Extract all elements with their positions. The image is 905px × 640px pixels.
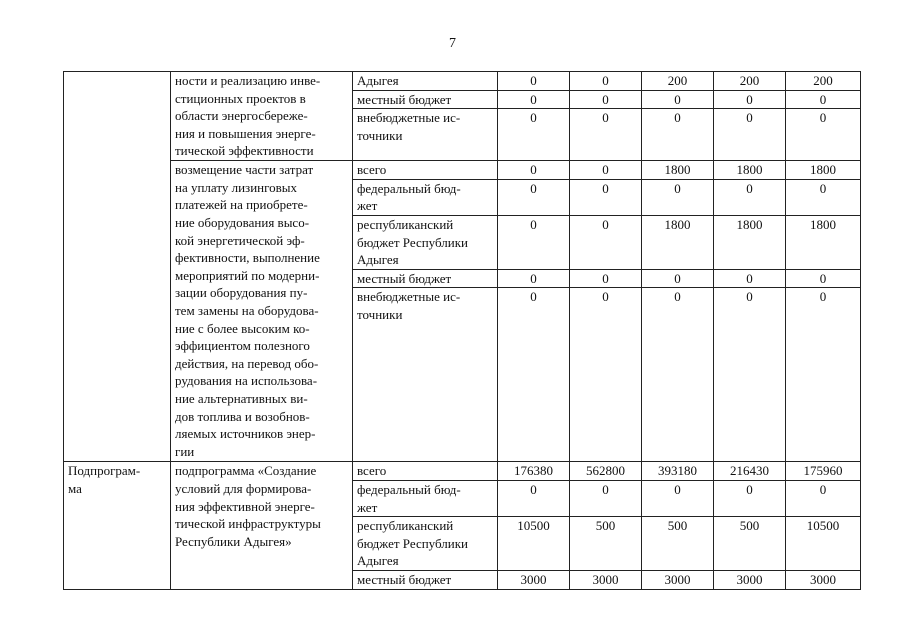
value-cell: 200	[714, 72, 786, 91]
source-cell: федеральный бюд- жет	[353, 480, 498, 516]
value-cell: 0	[570, 269, 642, 288]
value-cell: 0	[570, 179, 642, 215]
value-cell: 0	[642, 179, 714, 215]
table-row	[64, 161, 861, 180]
value-cell: 0	[786, 109, 861, 161]
measure-cell: возмещение части затрат на уплату лизинговых платежей на приобрете- ние оборудования высо- кой энергетической эф- фективности, выполнение мероприятий по модерни- зации оборудования пу- тем замены на оборудова- ние с более высоким ко- эффициентом полезного действия, на перевод обо- рудования на использова- ние альтернативных ви- дов топлива и возобнов- ляемых источников энер- гии	[171, 161, 353, 462]
value-cell: 0	[642, 90, 714, 109]
value-cell: 0	[786, 269, 861, 288]
value-cell: 0	[642, 288, 714, 462]
source-cell: местный бюджет	[353, 269, 498, 288]
value-cell: 0	[498, 72, 570, 91]
value-cell: 0	[498, 480, 570, 516]
source-cell: местный бюджет	[353, 570, 498, 589]
value-cell: 0	[786, 480, 861, 516]
source-cell: республиканский бюджет Республики Адыгея	[353, 215, 498, 269]
value-cell: 3000	[786, 570, 861, 589]
value-cell: 200	[642, 72, 714, 91]
value-cell: 3000	[498, 570, 570, 589]
value-cell: 500	[714, 517, 786, 571]
value-cell: 0	[570, 480, 642, 516]
budget-table	[63, 71, 861, 590]
value-cell: 0	[498, 269, 570, 288]
value-cell: 1800	[642, 215, 714, 269]
value-cell: 176380	[498, 462, 570, 481]
value-cell: 175960	[786, 462, 861, 481]
value-cell: 1800	[642, 161, 714, 180]
value-cell: 0	[498, 90, 570, 109]
source-cell: всего	[353, 462, 498, 481]
value-cell: 0	[642, 109, 714, 161]
value-cell: 200	[786, 72, 861, 91]
value-cell: 216430	[714, 462, 786, 481]
value-cell: 0	[570, 109, 642, 161]
value-cell: 562800	[570, 462, 642, 481]
value-cell: 1800	[714, 215, 786, 269]
value-cell: 0	[714, 288, 786, 462]
value-cell: 500	[570, 517, 642, 571]
measure-cell: подпрограмма «Создание условий для формирова- ния эффективной энерге- тической инфраструктуры Республики Адыгея»	[171, 462, 353, 589]
value-cell: 0	[642, 480, 714, 516]
source-cell: всего	[353, 161, 498, 180]
table-row	[64, 462, 861, 481]
status-cell: Подпрограм- ма	[64, 462, 171, 589]
source-cell: федеральный бюд- жет	[353, 179, 498, 215]
value-cell: 0	[570, 72, 642, 91]
value-cell: 0	[498, 215, 570, 269]
value-cell: 0	[570, 161, 642, 180]
status-cell-empty	[64, 72, 171, 462]
value-cell: 0	[570, 288, 642, 462]
value-cell: 500	[642, 517, 714, 571]
value-cell: 10500	[786, 517, 861, 571]
value-cell: 0	[714, 269, 786, 288]
value-cell: 0	[786, 90, 861, 109]
table-row	[64, 72, 861, 91]
value-cell: 0	[498, 161, 570, 180]
value-cell: 0	[714, 90, 786, 109]
value-cell: 3000	[642, 570, 714, 589]
value-cell: 10500	[498, 517, 570, 571]
value-cell: 3000	[570, 570, 642, 589]
value-cell: 3000	[714, 570, 786, 589]
value-cell: 393180	[642, 462, 714, 481]
measure-cell: ности и реализацию инве- стиционных проектов в области энергосбереже- ния и повышения энерге- тической эффективности	[171, 72, 353, 161]
value-cell: 0	[786, 179, 861, 215]
source-cell: местный бюджет	[353, 90, 498, 109]
value-cell: 1800	[714, 161, 786, 180]
value-cell: 0	[570, 215, 642, 269]
value-cell: 0	[714, 480, 786, 516]
value-cell: 1800	[786, 215, 861, 269]
value-cell: 0	[642, 269, 714, 288]
value-cell: 0	[498, 109, 570, 161]
source-cell: республиканский бюджет Республики Адыгея	[353, 517, 498, 571]
value-cell: 1800	[786, 161, 861, 180]
source-cell: внебюджетные ис- точники	[353, 288, 498, 462]
budget-table-sheet	[63, 71, 860, 587]
value-cell: 0	[498, 288, 570, 462]
value-cell: 0	[714, 109, 786, 161]
value-cell: 0	[570, 90, 642, 109]
value-cell: 0	[714, 179, 786, 215]
page-number: 7	[449, 36, 456, 51]
source-cell: внебюджетные ис- точники	[353, 109, 498, 161]
value-cell: 0	[786, 288, 861, 462]
source-cell: Адыгея	[353, 72, 498, 91]
value-cell: 0	[498, 179, 570, 215]
